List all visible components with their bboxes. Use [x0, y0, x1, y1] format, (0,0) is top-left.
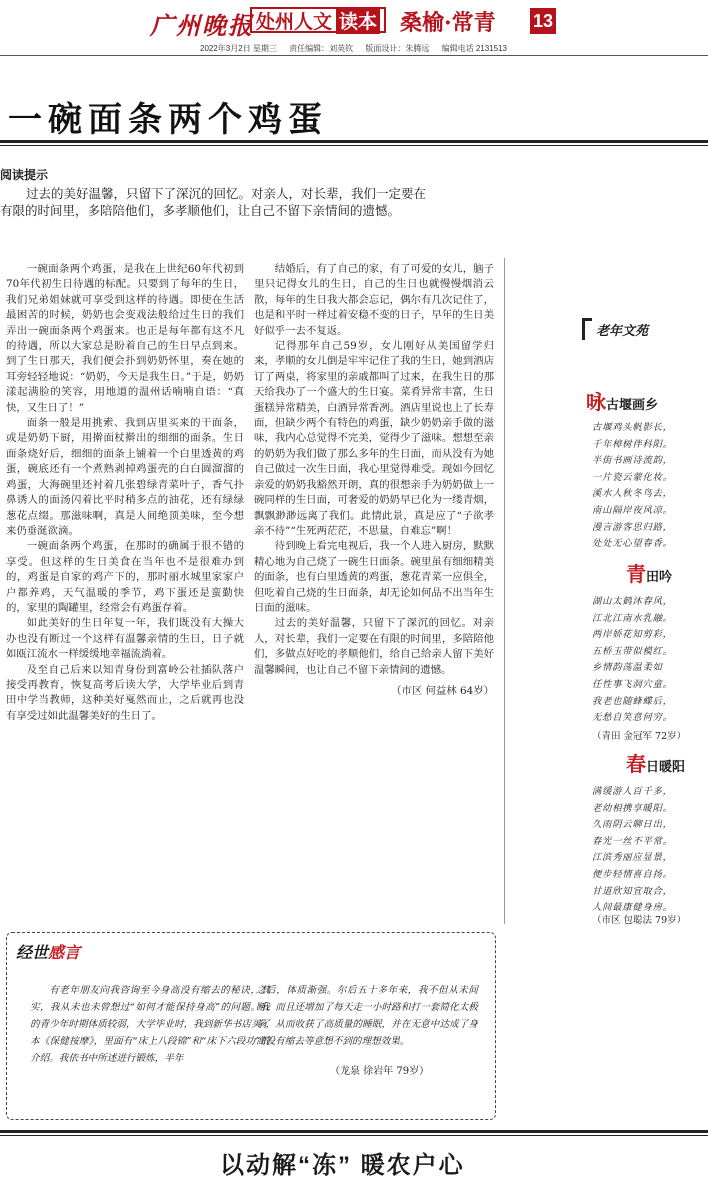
paragraph: 结婚后，有了自己的家，有了可爱的女儿，脑子里只记得女儿的生日，自己的生日也就慢慢烟消云散，每年的生日我大都会忘记，偶尔有几次记住了，也是和平时一样过着安稳不变的日子，早年的生日美好似乎一去不复返。: [254, 263, 494, 337]
second-article-title: 以动解“冻” 暖农户心: [220, 1152, 465, 1179]
corner-bracket-icon: [582, 318, 592, 340]
poem-credit: （市区 包聪法 79岁）: [592, 915, 687, 926]
poem-credit: （青田 金冠军 72岁）: [592, 731, 687, 742]
divider: [0, 140, 708, 143]
paragraph: 一碗面条两个鸡蛋，在那时的确属于很不错的享受。但这样的生日美食在当年也不是很难办到的，鸡蛋是自家的鸡产下的，那时丽水城里家家户户都养鸡，天气温暖的季节，鸡下蛋还是蛮勤快的，家里的陶罐里，经常会有鸡蛋存着。: [6, 540, 244, 614]
column-divider: [504, 258, 505, 924]
author-credit: （市区 何益林 64岁）: [391, 684, 494, 697]
paragraph: 待到晚上看完电视后，我一个人进入厨房，默默精心地为自己烧了一碗生日面条。碗里虽有细细精美的面条，也有白里透黄的鸡蛋，葱花青菜一应俱全，但吃着自己烧的生日面条，却无论如何品不出当年生日面的滋味。: [254, 540, 494, 614]
paragraph: 过去的美好温馨，只留下了深沉的回忆。对亲人，对长辈，我们一定要在有限的时间里，多陪陪他们，多做点好吃的孝顺他们，给自己给亲人留下美好温馨瞬间，也让自己不留下亲情间的遗憾。: [254, 617, 494, 676]
poem-body: 满缓游人百千多， 老幼相携享暖阳。 久雨阴云聊日出， 春光一丝不平常。 江滨秀丽应显景， 便步轻情喜自扬。 甘道欣知宜取合， 人间最康健身房。: [592, 786, 673, 914]
essay-column-2: 之后，体质渐强。尔后五十多年来，我不但从未间断，而且还增加了每天走一小时路和打一套简化太极拳，从而收获了高质量的睡眠，并在无意中达成了身高没有缩去等意想不到的理想效果。: [256, 985, 478, 1047]
paragraph: 记得那年自己59岁，女儿刚好从美国留学归来，孝顺的女儿倒是牢牢记住了我的生日，她到酒店订了两桌，将家里的亲戚都叫了过来，在我生日的那天给我办了一个盛大的生日宴。菜肴异常丰富，生日蛋糕异常精美，白酒异常香冽。酒店里说也上了长寿面，但缺少两个有特色的鸡蛋，缺少奶奶亲手做的滋味，我内心总觉得不完美，觉得少了滋味。想想至亲的奶奶为我们做了那么多年的生日面，而从没有为她自己做过一次生日面，我心里觉得难受。现如今回忆亲爱的奶奶我豁然开朗，真的很想亲手为奶奶做上一碗同样的生日面，可奢爱的奶奶早已化为一缕青烟，飘飘渺渺远离了我们。此情此景，真是应了“子欲孝亲不待”“生死两茫茫，不思量，自难忘”啊！: [254, 340, 494, 537]
column-tag: 读本: [336, 7, 380, 34]
lead-heading: 阅读提示: [0, 168, 49, 182]
article-column-1: [6, 262, 244, 724]
section-name: 桑榆·常青: [400, 10, 496, 36]
divider: [0, 145, 708, 146]
essay-column-1: 有老年朋友向我咨询至今身高没有缩去的秘诀，其实，我从未也未曾想过“如何才能保持身高”的问题。我的青少年时期体质较弱，大学毕业时，我到新华书店买了本《保健按摩》，里面有“床上八段锦”和“床下六段功”的介绍。我依书中所述进行锻炼，半年: [30, 985, 270, 1064]
newspaper-logo: 广州晚报: [150, 11, 254, 40]
paragraph: 及至自己后来以知青身份到富岭公社插队落户接受再教育，恢复高考后读大学，大学毕业后到青田中学当教师，这种美好戛然而止，之后就再也没有享受过如此温馨美好的生日了。: [6, 663, 244, 722]
column-banner: [250, 7, 386, 33]
poem-body: 古堰鸡头帆影长， 千年樟树伴科阳。 半街书画诗流韵， 一片瓷云蒙化妆。 溪水人秋冬鸟去， 南山隔岸夜风凉。 漫言游客思归路， 处处无心望春香。: [592, 422, 673, 550]
poem-title: 咏古堰画乡: [586, 392, 659, 414]
paragraph: 一碗面条两个鸡蛋，是我在上世纪60年代初到70年代初生日待遇的标配。只要到了每年的生日，我们兄弟姐妹就可享受到这样的待遇。即使在生活最困苦的时候，奶奶也会变戏法般给过生日的我们弄出一碗面条两个鸡蛋来。也正是每年都有这不凡的待遇，所以大家总是盼着自己的生日早点到来。到了生日那天，我们便会扑到奶奶怀里，奏在她的耳旁轻轻地说：“奶奶，今天是我生日。”于是，奶奶漾起满脸的笑容，用地道的温州话喃喃自语：“真快，又生日了！”: [6, 263, 244, 414]
masthead: [0, 0, 708, 42]
essay-label: 经世感言: [16, 943, 81, 962]
divider: [0, 55, 708, 56]
paragraph: 如此美好的生日年复一年，我们既没有大操大办也没有断过一个这样有温馨亲情的生日，日子就如瓯江流水一样缓缓地幸福流淌着。: [6, 617, 244, 661]
sidebar-label: 老年文苑: [596, 324, 649, 339]
article-column-2: [254, 262, 494, 699]
edition-meta: [200, 43, 517, 54]
divider: [0, 1130, 708, 1133]
issue-date: 2022年3月2日 星期三: [200, 44, 277, 53]
editor: 责任编辑：刘英钦: [289, 44, 354, 53]
phone: 编辑电话 2131513: [441, 44, 507, 53]
poem-title: 青田吟: [626, 564, 673, 586]
poem-title: 春日暖阳: [626, 754, 686, 776]
lead-text: 过去的美好温馨，只留下了深沉的回忆。对亲人，对长辈，我们一定要在有限的时间里，多陪陪他们，多孝顺他们，让自己不留下亲情间的遗憾。: [0, 187, 427, 218]
divider: [0, 1135, 708, 1136]
designer: 版面设计：朱腾远: [365, 44, 430, 53]
page-number: 13: [530, 8, 556, 34]
poem-body: 湖山太鹤沐春风， 江北江南水乳融。 两岸娇花知剪彩， 五桥玉带似模红。 乡情韵荡温柔如 任性事飞洞穴童。 我老也随蜂蝶后， 无愁自笑意何穷。: [592, 596, 673, 724]
paragraph: 面条一般是用挑索、我到店里买来的干面条，或是奶奶下厨，用擀面杖擀出的细细的面条。生日面条烧好后，细细的面条上铺着一个白里透黄的鸡蛋，碗底还有一个煮熟剥掉鸡蛋壳的白白圆溜溜的鸡蛋，大海碗里还衬着几张碧绿青菜叶子，香气扑鼻诱人的面汤闪着比平时稍多点的油花，还有绿绿葱花点缀。那滋味啊，真是人间绝顶美味，至今想来仍垂涎欲滴。: [6, 417, 244, 537]
article-title: 一碗面条两个鸡蛋: [8, 100, 328, 140]
sidebar-corner: [582, 316, 692, 344]
column-name: 处州人文: [256, 10, 333, 33]
essay-credit: （龙泉 徐岩年 79岁）: [330, 1066, 430, 1077]
